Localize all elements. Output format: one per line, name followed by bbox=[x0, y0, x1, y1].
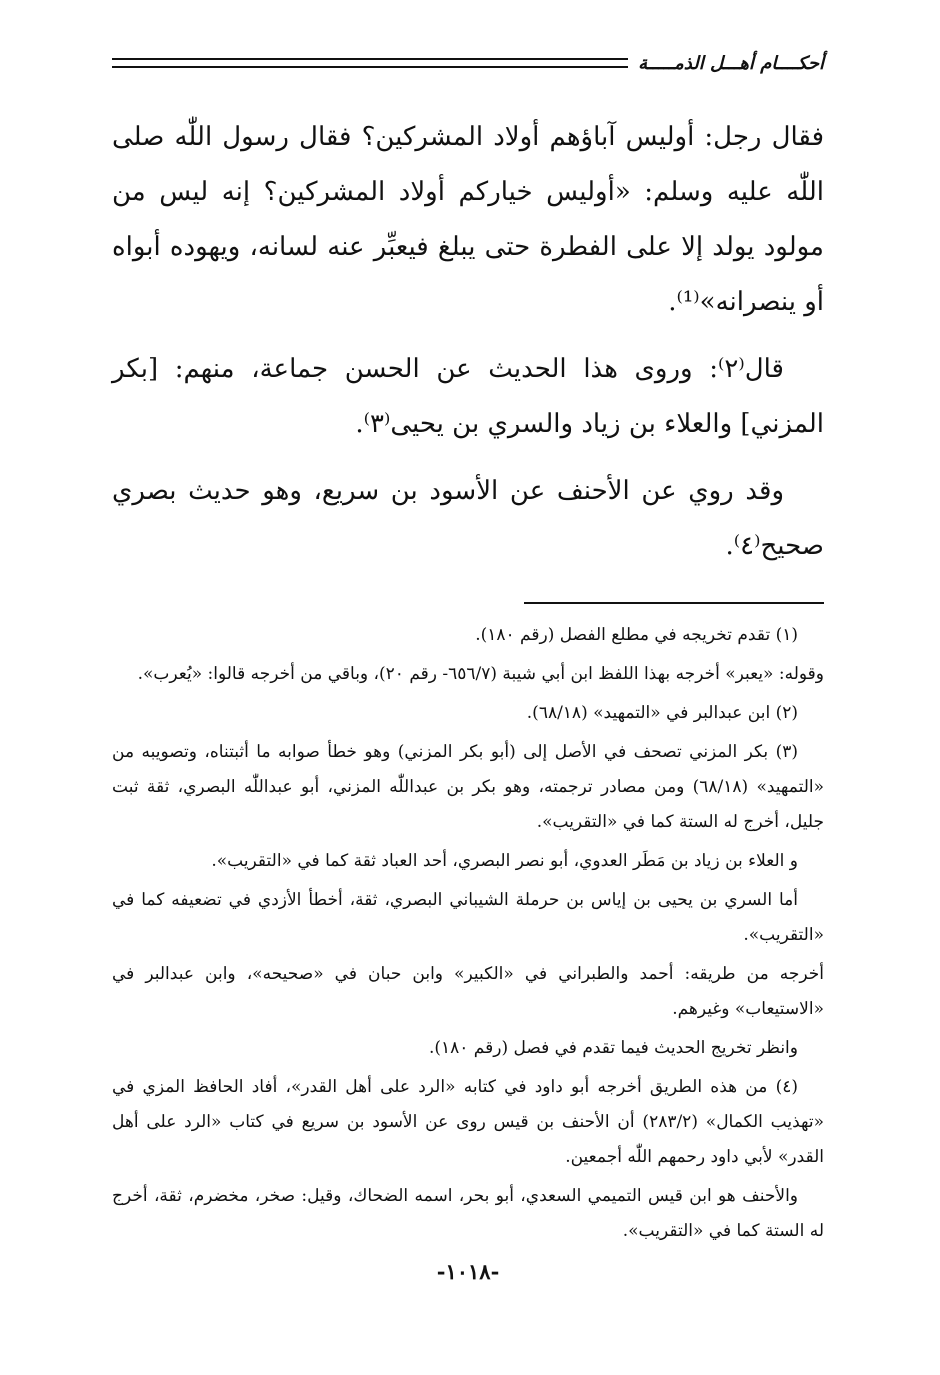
footnote: (١) تقدم تخريجه في مطلع الفصل (رقم ١٨٠). bbox=[475, 625, 798, 645]
footnote: أما السري بن يحيى بن إياس بن حرملة الشيباني البصري، ثقة، أخطأ الأزدي في تضعيفه كما في «التقريب». bbox=[112, 890, 824, 945]
main-paragraph: قال⁽٢⁾: وروى هذا الحديث عن الحسن جماعة، منهم: [بكر المزني] والعلاء بن زياد والسري بن يحيى⁽٣⁾. bbox=[112, 354, 824, 439]
book-page bbox=[112, 40, 824, 1284]
footnote: (٢) ابن عبدالبر في «التمهيد» (٦٨/١٨). bbox=[526, 703, 798, 723]
footnote: وانظر تخريج الحديث فيما تقدم في فصل (رقم ١٨٠). bbox=[428, 1038, 798, 1058]
footnote: والأحنف هو ابن قيس التميمي السعدي، أبو بحر، اسمه الضحاك، وقيل: صخر، مخضرم، ثقة، أخرج له الستة كما في «التقريب». bbox=[112, 1186, 824, 1241]
main-text bbox=[112, 110, 824, 574]
footnote: وقوله: «يعبر» أخرجه بهذا اللفظ ابن أبي شيبة (٦٥٦/٧- رقم ٢٠)، وباقي من أخرجه قالوا: «يُعرب». bbox=[137, 664, 824, 684]
header-title: أحكــــام أهـــل الذمـــــة bbox=[638, 53, 824, 74]
footnote: (٤) من هذه الطريق أخرجه أبو داود في كتابه «الرد على أهل القدر»، أفاد الحافظ المزي في «تهذيب الكمال» (٢٨٣/٢) أن الأحنف بن قيس روى عن الأسود بن سريع في كتاب «الرد على أهل القدر» لأبي داود رحمهم اللّٰه أجمعين. bbox=[112, 1077, 824, 1167]
footnote: (٣) بكر المزني تصحف في الأصل إلى (أبو بكر المزني) وهو خطأ صوابه ما أثبتناه، وتصويبه من «التمهيد» (٦٨/١٨) ومن مصادر ترجمته، وهو بكر بن عبداللّٰه المزني، أبو عبداللّٰه البصري، ثقة ثبت جليل، أخرج له الستة كما في «التقريب». bbox=[112, 742, 824, 832]
footnote: أخرجه من طريقه: أحمد والطبراني في «الكبير» وابن حبان في «صحيحه»، وابن عبدالبر في «الاستيعاب» وغيرهم. bbox=[112, 964, 824, 1019]
footnotes bbox=[112, 618, 824, 1249]
footnote-separator bbox=[524, 602, 824, 604]
main-paragraph: وقد روي عن الأحنف عن الأسود بن سريع، وهو حديث بصري صحيح⁽٤⁾. bbox=[112, 476, 824, 561]
footnote: و العلاء بن زياد بن مَطَر العدوي، أبو نصر البصري، أحد العباد ثقة كما في «التقريب». bbox=[211, 851, 798, 871]
header-double-rule bbox=[112, 58, 628, 68]
main-paragraph: فقال رجل: أوليس آباؤهم أولاد المشركين؟ فقال رسول اللّٰه صلى اللّٰه عليه وسلم: «أوليس خياركم أولاد المشركين؟ إنه ليس من مولود يولد إلا على الفطرة حتى يبلغ فيعبِّر عنه لسانه، ويهوده أبواه أو ينصرانه»⁽¹⁾. bbox=[112, 122, 824, 317]
running-header bbox=[112, 40, 824, 74]
page-number: -١٠١٨- bbox=[436, 1259, 500, 1284]
